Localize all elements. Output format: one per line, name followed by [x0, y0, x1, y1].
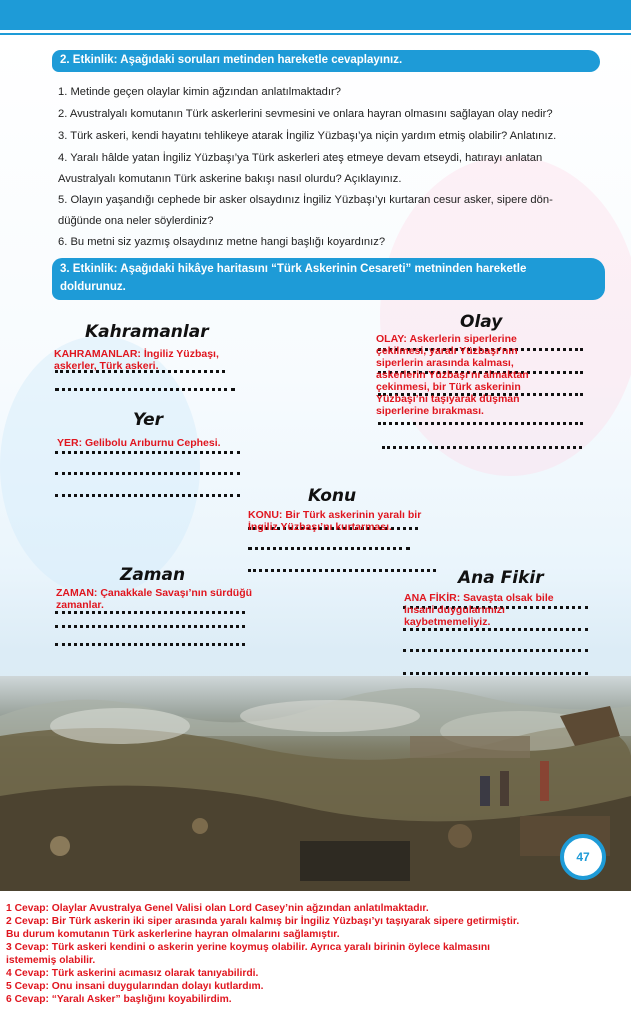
zaman-heading: Zaman [120, 565, 186, 585]
answer-line [55, 472, 240, 475]
zaman-answer: ZAMAN: Çanakkale Savaşı’nın sürdüğü zamanlar. [56, 587, 253, 611]
answer-line [403, 628, 588, 631]
question-5: 5. Olayın yaşandığı cephede bir asker olsaydınız İngiliz Yüzbaşı’yı kurtaran cesur asker, sipere dön- [58, 194, 553, 206]
battle-scene-drawing [0, 676, 631, 891]
question-1: 1. Metinde geçen olaylar kimin ağzından anlatılmaktadır? [58, 86, 341, 98]
answer-line [378, 422, 583, 425]
answer-line [55, 625, 245, 628]
activity-2-title: 2. Etkinlik: Aşağıdaki soruları metinden hareketle cevaplayınız. [60, 54, 403, 66]
answer-line [55, 643, 245, 646]
ana-fikir-answer: ANA FİKİR: Savaşta olsak bile insani duygularımızı kaybetmemeliyiz. [404, 592, 554, 628]
answer-line [248, 569, 436, 572]
workbook-page [0, 36, 631, 891]
question-6: 6. Bu metni siz yazmış olsaydınız metne hangi başlığı koyardınız? [58, 236, 386, 248]
kahramanlar-answer: KAHRAMANLAR: İngiliz Yüzbaşı, askerler, Türk askeri. [54, 348, 219, 372]
kahramanlar-heading: Kahramanlar [85, 322, 209, 342]
answer-line [55, 388, 235, 391]
question-4-cont: Avustralyalı komutanın Türk askerine bakışı nasıl olurdu? Açıklayınız. [58, 173, 402, 185]
answer-1: 1 Cevap: Olaylar Avustralya Genel Valisi olan Lord Casey’nin ağzından anlatılmaktadır. [6, 903, 429, 914]
answer-line [55, 494, 240, 497]
konu-answer: KONU: Bir Türk askerinin yaralı bir İngiliz Yüzbaşı’nı kurtarması. [248, 509, 422, 533]
answer-2: 2 Cevap: Bir Türk askerin iki siper arasında yaralı kalmış bir İngiliz Yüzbaşı’yı taşıyarak sipere getirmiştir. [6, 916, 520, 927]
header-bar [0, 0, 631, 30]
background-glow [0, 336, 200, 596]
activity-3-title-line2: doldurunuz. [60, 281, 126, 293]
answer-line [55, 451, 240, 454]
question-5-cont: düğünde ona neler söylerdiniz? [58, 215, 214, 227]
answer-6: 6 Cevap: “Yaralı Asker” başlığını koyabilirdim. [6, 994, 232, 1005]
question-2: 2. Avustralyalı komutanın Türk askerlerini sevmesini ve onlara hayran olmasını sağlayan olay nedir? [58, 108, 553, 120]
battle-scene-image [0, 676, 631, 891]
yer-heading: Yer [133, 410, 164, 430]
question-4: 4. Yaralı hâlde yatan İngiliz Yüzbaşı’ya Türk askerleri ateş etmeye devam etseydi, hatırayı anlatan [58, 152, 543, 164]
olay-heading: Olay [460, 312, 503, 332]
olay-answer: OLAY: Askerlerin siperlerine çekilmesi, yaralı Yüzbaşı’nın siperlerin arasında kalması, askerlerin Yüzbaşı’nı almaktan çekinmesi, bir Türk askerinin Yüzbaşı’nı taşıyarak düşman siperlerine bırakması. [376, 333, 529, 417]
header-line [0, 33, 631, 35]
answer-3-cont: istememiş olabilir. [6, 955, 96, 966]
question-3: 3. Türk askeri, kendi hayatını tehlikeye atarak İngiliz Yüzbaşı’ya niçin yardım etmiş olabilir? Anlatınız. [58, 130, 557, 142]
activity-3-banner [52, 258, 605, 300]
answer-line [55, 611, 245, 614]
ana-fikir-heading: Ana Fikir [458, 568, 544, 588]
answer-3: 3 Cevap: Türk askeri kendini o askerin yerine koymuş olabilir. Ayrıca yaralı birinin öylece kalmasını [6, 942, 490, 953]
answer-2-cont: Bu durum komutanın Türk askerlerine hayran olmalarını sağlamıştır. [6, 929, 340, 940]
activity-3-title-line1: 3. Etkinlik: Aşağıdaki hikâye haritasını “Türk Askerinin Cesareti” metninden hareketle [60, 263, 527, 275]
yer-answer: YER: Gelibolu Arıburnu Cephesi. [57, 437, 221, 449]
answer-line [382, 446, 582, 449]
answer-line [403, 649, 588, 652]
answer-line [403, 672, 588, 675]
answer-4: 4 Cevap: Türk askerini acımasız olarak tanıyabilirdi. [6, 968, 259, 979]
answer-5: 5 Cevap: Onu insani duygularından dolayı kutlardım. [6, 981, 264, 992]
activity-2-banner [52, 50, 600, 72]
konu-heading: Konu [308, 486, 357, 506]
answer-line [248, 547, 410, 550]
page-number: 47 [560, 834, 606, 880]
